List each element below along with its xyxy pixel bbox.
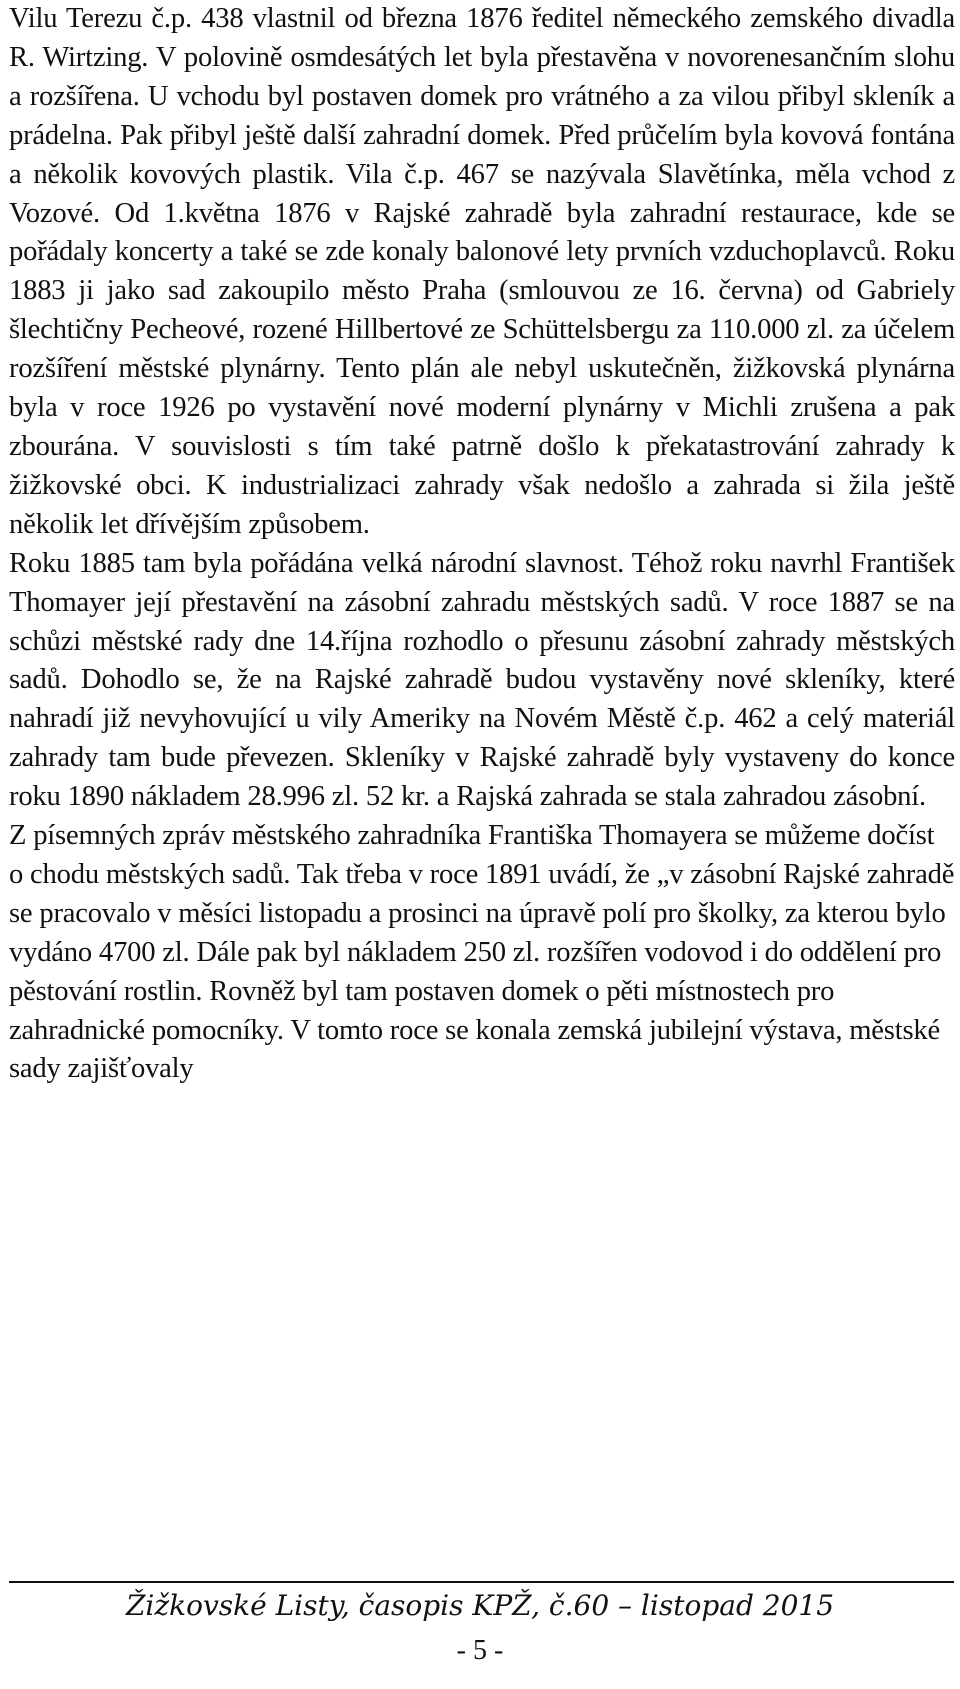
article-body	[9, 0, 955, 1089]
paragraph-national-festival: Roku 1885 tam byla pořádána velká národní slavnost. Téhož roku navrhl František Thomayer její přestavění na zásobní zahradu městských sadů. V roce 1887 se na schůzi městské rady dne 14.října rozhodlo o přesunu zásobní zahrady městských sadů. Dohodlo se, že na Rajské zahradě budou vystavěny nové skleníky, které nahradí již nevyhovující u vily Ameriky na Novém Městě č.p. 462 a celý materiál zahrady tam bude převezen. Skleníky v Rajské zahradě byly vystaveny do konce roku 1890 nákladem 28.996 zl. 52 kr. a Rajská zahrada se stala zahradou zásobní.	[9, 547, 955, 813]
footer-journal-title: Žižkovské Listy, časopis KPŽ, č.60 – listopad 2015	[125, 1589, 835, 1622]
page-number: - 5 -	[456, 1635, 504, 1666]
paragraph-thomayer-reports: Z písemných zpráv městského zahradníka Františka Thomayera se můžeme dočíst o chodu městských sadů. Tak třeba v roce 1891 uvádí, že „v zásobní Rajské zahradě se pracovalo v měsíci listopadu a prosinci na úpravě polí pro školky, za kterou bylo vydáno 4700 zl. Dále pak byl nákladem 250 zl. rozšířen vodovod i do oddělení pro pěstování rostlin. Rovněž byl tam postaven domek o pěti místnostech pro zahradnické pomocníky. V tomto roce se konala zemská jubilejní výstava, městské sady zajišťovaly	[9, 820, 955, 1085]
paragraph-villas: Vilu Terezu č.p. 438 vlastnil od března 1876 ředitel německého zemského divadla R. Wirtzing. V polovině osmdesátých let byla přestavěna v novorenesančním slohu a rozšířena. U vchodu byl postaven domek pro vrátného a za vilou přibyl skleník a prádelna. Pak přibyl ještě další zahradní domek. Před průčelím byla kovová fontána a několik kovových plastik. Vila č.p. 467 se nazývala Slavětínka, měla vchod z Vozové. Od 1.května 1876 v Rajské zahradě byla zahradní restaurace, kde se pořádaly koncerty a také se zde konaly balonové lety prvních vzduchoplavců. Roku 1883 ji jako sad zakoupilo město Praha (smlouvou ze 16. června) od Gabriely šlechtičny Pecheové, rozené Hillbertové ze Schüttelsbergu za 110.000 zl. za účelem rozšíření městské plynárny. Tento plán ale nebyl uskutečněn, žižkovská plynárna byla v roce 1926 po vystavění nové moderní plynárny v Michli zrušena a pak zbourána. V souvislosti s tím také patrně došlo k překatastrování zahrady k žižkovské obci. K industrializaci zahrady však nedošlo a zahrada si žila ještě několik let dřívějším způsobem.	[9, 3, 955, 540]
